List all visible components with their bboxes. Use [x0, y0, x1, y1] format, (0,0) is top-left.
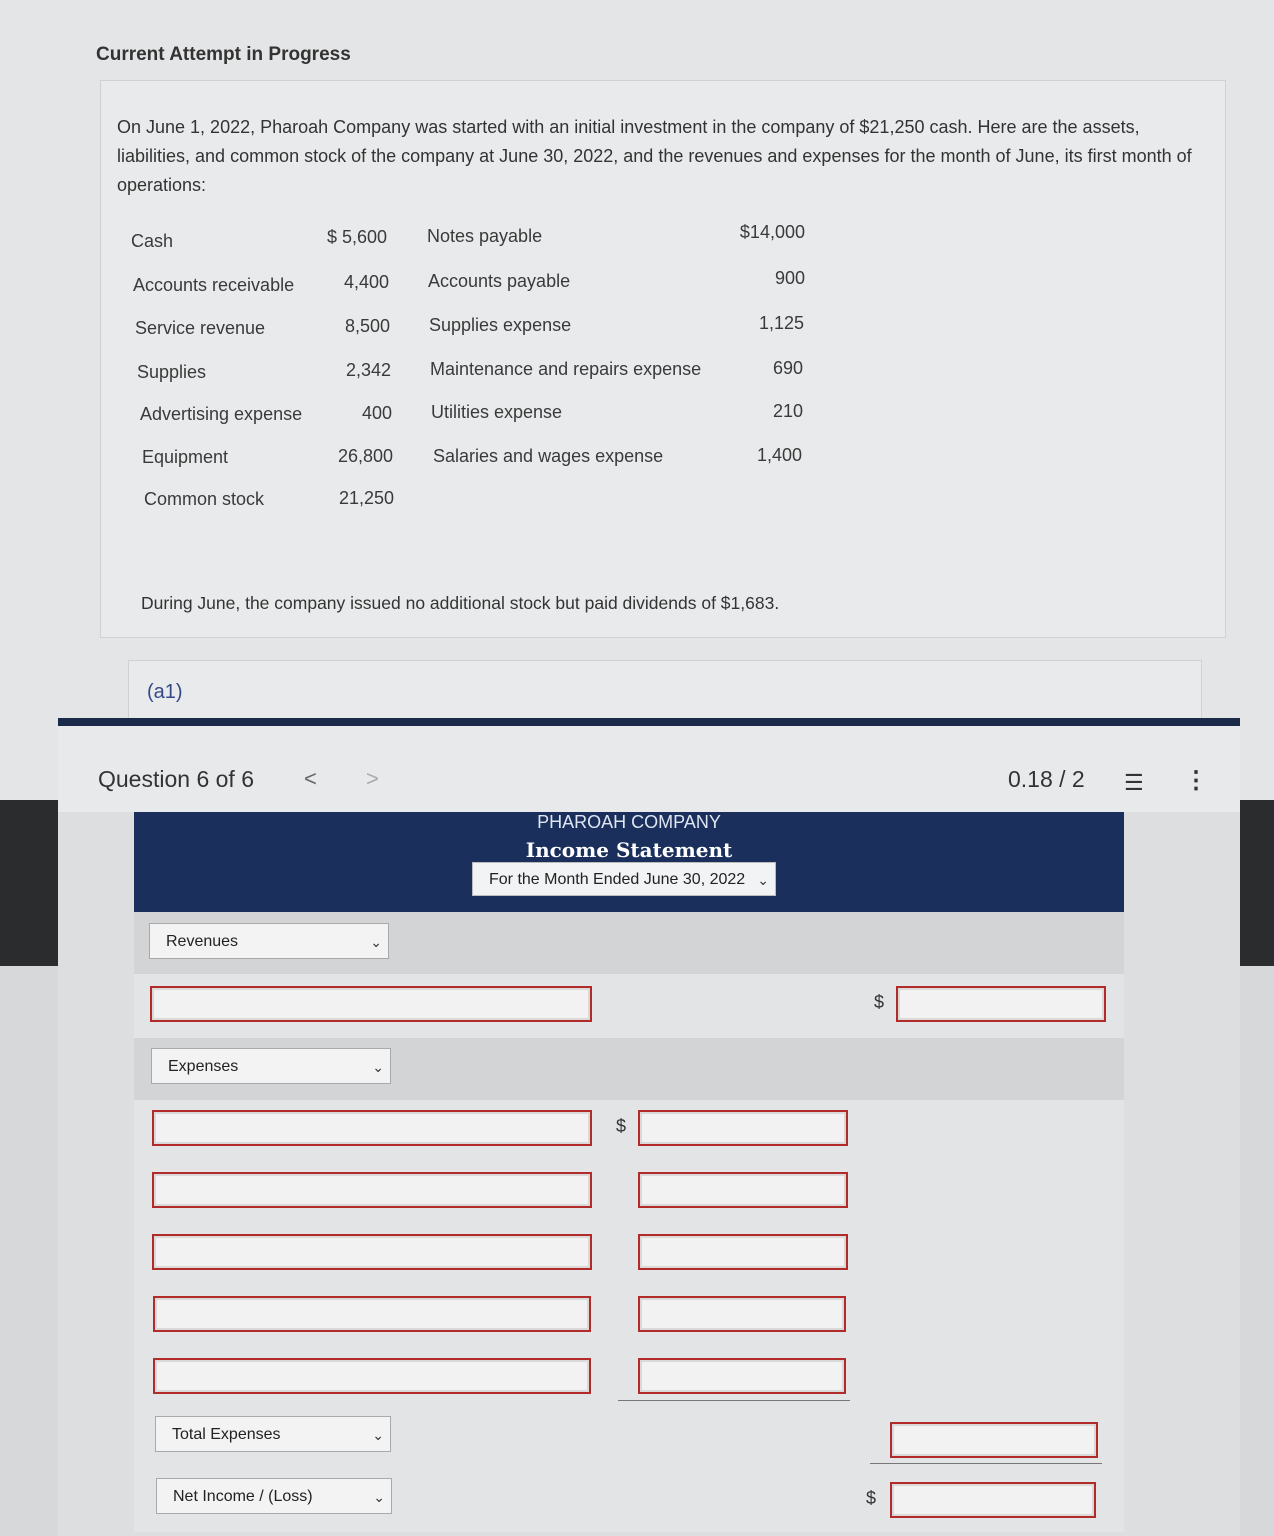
revenue-account-input[interactable] [150, 986, 592, 1022]
problem-box [100, 80, 1226, 638]
chevron-down-icon: ⌄ [372, 1427, 384, 1443]
account-amount: $ 5,600 [326, 227, 387, 247]
account-name: Supplies [137, 362, 207, 382]
expenses-select[interactable] [151, 1048, 391, 1084]
account-name: Service revenue [135, 318, 266, 338]
expense-account-input[interactable] [153, 1296, 591, 1332]
top-bar [58, 718, 1240, 726]
account-name: Utilities expense [431, 402, 563, 422]
chevron-down-icon: ⌄ [372, 1059, 384, 1075]
part-label: (a1) [147, 681, 183, 703]
currency-symbol: $ [616, 1116, 627, 1136]
account-amount: 900 [774, 268, 805, 288]
expense-amount-input[interactable] [638, 1296, 846, 1332]
expense-amount-input[interactable] [638, 1110, 848, 1146]
account-name: Maintenance and repairs expense [430, 359, 702, 379]
account-amount: 21,250 [338, 488, 394, 508]
account-name: Common stock [144, 489, 265, 509]
score-display: 0.18 / 2 [1008, 766, 1085, 792]
chevron-down-icon: ⌄ [373, 1489, 385, 1505]
more-vertical-icon[interactable]: ⋮ [1184, 767, 1208, 794]
prev-question-button[interactable]: < [304, 766, 317, 791]
revenue-amount-input[interactable] [896, 986, 1106, 1022]
account-name: Cash [131, 231, 174, 251]
revenues-select-value: Revenues [166, 933, 239, 950]
expense-amount-input[interactable] [638, 1234, 848, 1270]
question-label: Question 6 of 6 [98, 766, 254, 792]
account-amount: 8,500 [344, 316, 390, 336]
total-expenses-input[interactable] [890, 1422, 1098, 1458]
device-bezel-right [1240, 800, 1274, 966]
list-icon[interactable]: ☰ [1124, 770, 1144, 795]
question-screen [58, 718, 1240, 1536]
period-select-value: For the Month Ended June 30, 2022 [489, 871, 746, 888]
expense-account-input[interactable] [152, 1110, 592, 1146]
expense-account-input[interactable] [153, 1358, 591, 1394]
chevron-down-icon: ⌄ [757, 872, 769, 888]
statement-header [134, 812, 1124, 912]
total-expenses-select-value: Total Expenses [172, 1426, 281, 1443]
device-bezel-left [0, 800, 58, 966]
chevron-down-icon: ⌄ [370, 934, 382, 950]
account-name: Notes payable [427, 226, 543, 246]
account-amount: 1,400 [756, 445, 802, 465]
expense-account-input[interactable] [152, 1234, 592, 1270]
subtotal-rule [618, 1400, 850, 1401]
total-expenses-select[interactable] [155, 1416, 391, 1452]
net-income-select[interactable] [156, 1478, 392, 1514]
account-amount: 4,400 [343, 272, 389, 292]
account-name: Salaries and wages expense [433, 446, 664, 466]
account-amount: 1,125 [758, 313, 804, 333]
net-income-select-value: Net Income / (Loss) [173, 1488, 313, 1505]
question-header [58, 726, 1240, 812]
account-amount: $14,000 [739, 222, 805, 242]
account-name: Supplies expense [429, 315, 572, 335]
period-select[interactable] [472, 862, 776, 896]
account-name: Accounts receivable [133, 275, 295, 295]
account-name: Advertising expense [140, 404, 303, 424]
currency-symbol: $ [866, 1488, 877, 1508]
currency-symbol: $ [874, 992, 885, 1012]
net-income-input[interactable] [890, 1482, 1096, 1518]
account-amount: 210 [772, 401, 803, 421]
expense-account-input[interactable] [152, 1172, 592, 1208]
statement-body [134, 912, 1124, 1532]
account-amount: 26,800 [337, 446, 393, 466]
account-amount: 400 [361, 403, 392, 423]
dividend-note: During June, the company issued no additional stock but paid dividends of $1,683. [141, 593, 780, 613]
problem-intro: On June 1, 2022, Pharoah Company was started with an initial investment in the company of $21,250 cash. Here are the assets, liabilities, and common stock of the company at June 30, 2022, and the revenues and expenses for the month of June, its first month of operations: [117, 117, 1192, 195]
account-name: Equipment [142, 447, 229, 467]
attempt-status: Current Attempt in Progress [96, 44, 351, 65]
company-name: PHAROAH COMPANY [537, 812, 721, 832]
statement-title: Income Statement [525, 838, 733, 862]
next-question-button[interactable]: > [366, 766, 379, 791]
account-amount: 2,342 [345, 360, 391, 380]
expense-amount-input[interactable] [638, 1358, 846, 1394]
expense-amount-input[interactable] [638, 1172, 848, 1208]
total-rule [870, 1463, 1102, 1464]
expenses-select-value: Expenses [168, 1058, 239, 1075]
revenues-select[interactable] [149, 923, 389, 959]
account-name: Accounts payable [428, 271, 571, 291]
account-amount: 690 [772, 358, 803, 378]
